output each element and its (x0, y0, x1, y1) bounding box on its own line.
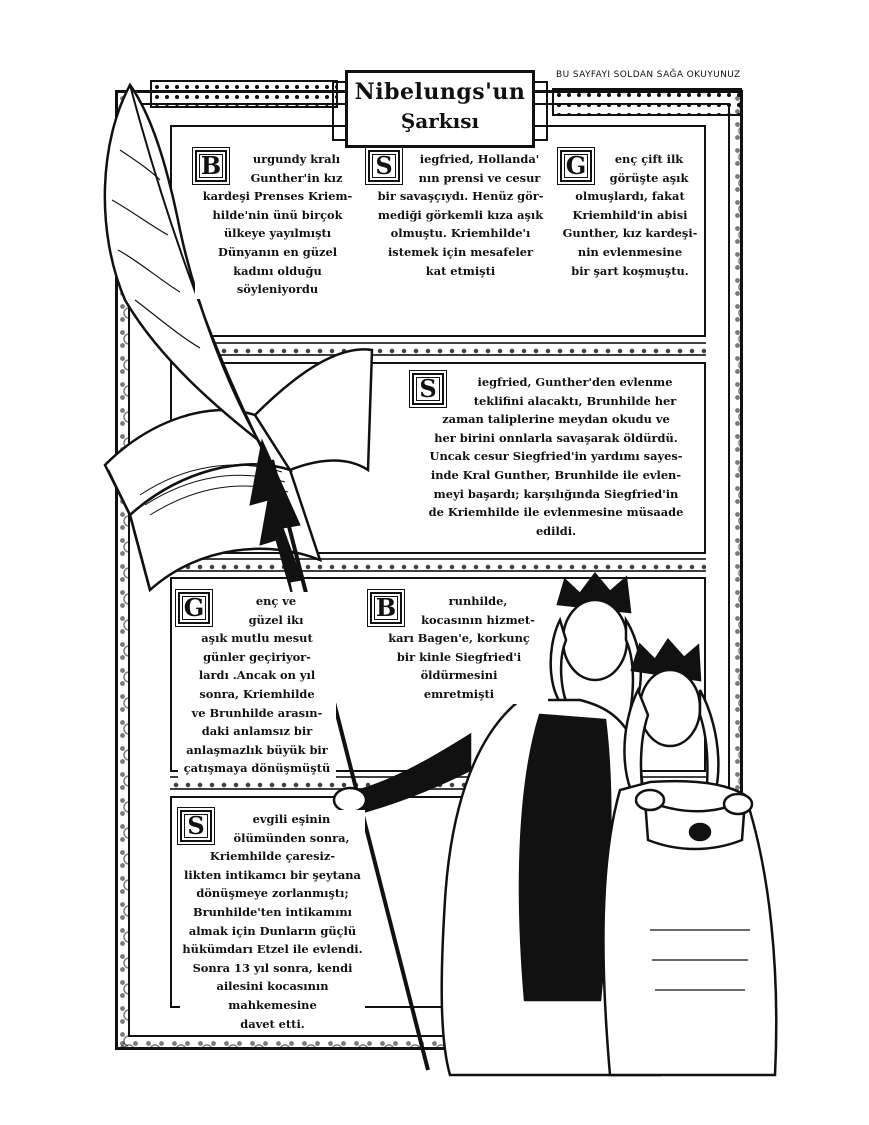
story-text: enç ve güzel ikı aşık mutlu mesut günler geçiriyor- lardı .Ancak on yıl sonra, Kriemhilde ve Brunhilde arasın- daki anlamsız bir anlaşmazlık büyük bir çatışmaya dönüşmüştü (183, 594, 331, 776)
drop-cap: G (178, 592, 210, 624)
reading-direction-note: BU SAYFAYI SOLDAN SAĞA OKUYUNUZ (556, 70, 741, 80)
story-text: iegfried, Hollanda' nın prensi ve cesur bir savaşçıydı. Henüz gör- mediği görkemli kıza aşık olmuştu. Kriemhilde'ı istemek için mesafeler kat etmişti (377, 152, 544, 278)
story-block-3 (560, 150, 700, 280)
story-text: enç çift ilk görüşte aşık olmuşlardı, fakat Kriemhild'in abisi Gunther, kız kardeşi- nin evlenmesine bir şart koşmuştu. (562, 152, 698, 278)
open-book-icon (105, 349, 372, 590)
story-block-5 (178, 592, 336, 778)
drop-cap: B (195, 150, 227, 182)
title-plaque (345, 70, 535, 148)
page-title: Nibelungs'un (354, 79, 526, 105)
drop-cap: S (412, 373, 444, 405)
drop-cap: G (560, 150, 592, 182)
story-block-6 (370, 592, 548, 704)
story-block-4 (412, 373, 700, 540)
story-block-7 (180, 810, 365, 1033)
story-text: runhilde, kocasının hizmet- karı Bagen'e, korkunç bir kinle Siegfried'i öldürmesini emretmişti (388, 594, 535, 701)
story-block-2 (368, 150, 553, 280)
drop-cap: S (180, 810, 212, 842)
story-text: urgundy kralı Gunther'in kız kardeşi Prenses Kriem- hilde'nin ünü birçok ülkeye yayılmıştı Dünyanın en güzel kadını olduğu söyleniyordu (202, 152, 353, 297)
page-subtitle: Şarkısı (400, 109, 480, 133)
drop-cap: B (370, 592, 402, 624)
story-text: evgili eşinin ölümünden sonra, Kriemhilde çaresiz- likten intikamcı bir şeytana dönüşmeye zorlanmıştı; Brunhilde'ten intikamını almak için Dunların güçlü hükümdarı Etzel ile evlendi. Sonra 13 yıl sonra, kendi ailesini kocasının mahkemesine davet etti. (182, 812, 363, 1031)
story-text: iegfried, Gunther'den evlenme teklifini alacaktı, Brunhilde her zaman taliplerine meydan okudu ve her birini onnlarla savaşarak öldürdü. Uncak cesur Siegfried'in yardımı sayes- inde Kral Gunther, Brunhilde ile evlen- meyi başardı; karşılığında Siegfried'in de Kriemhilde ile evlenmesine müsaade edildi. (428, 375, 684, 538)
drop-cap: S (368, 150, 400, 182)
story-block-1 (195, 150, 360, 299)
